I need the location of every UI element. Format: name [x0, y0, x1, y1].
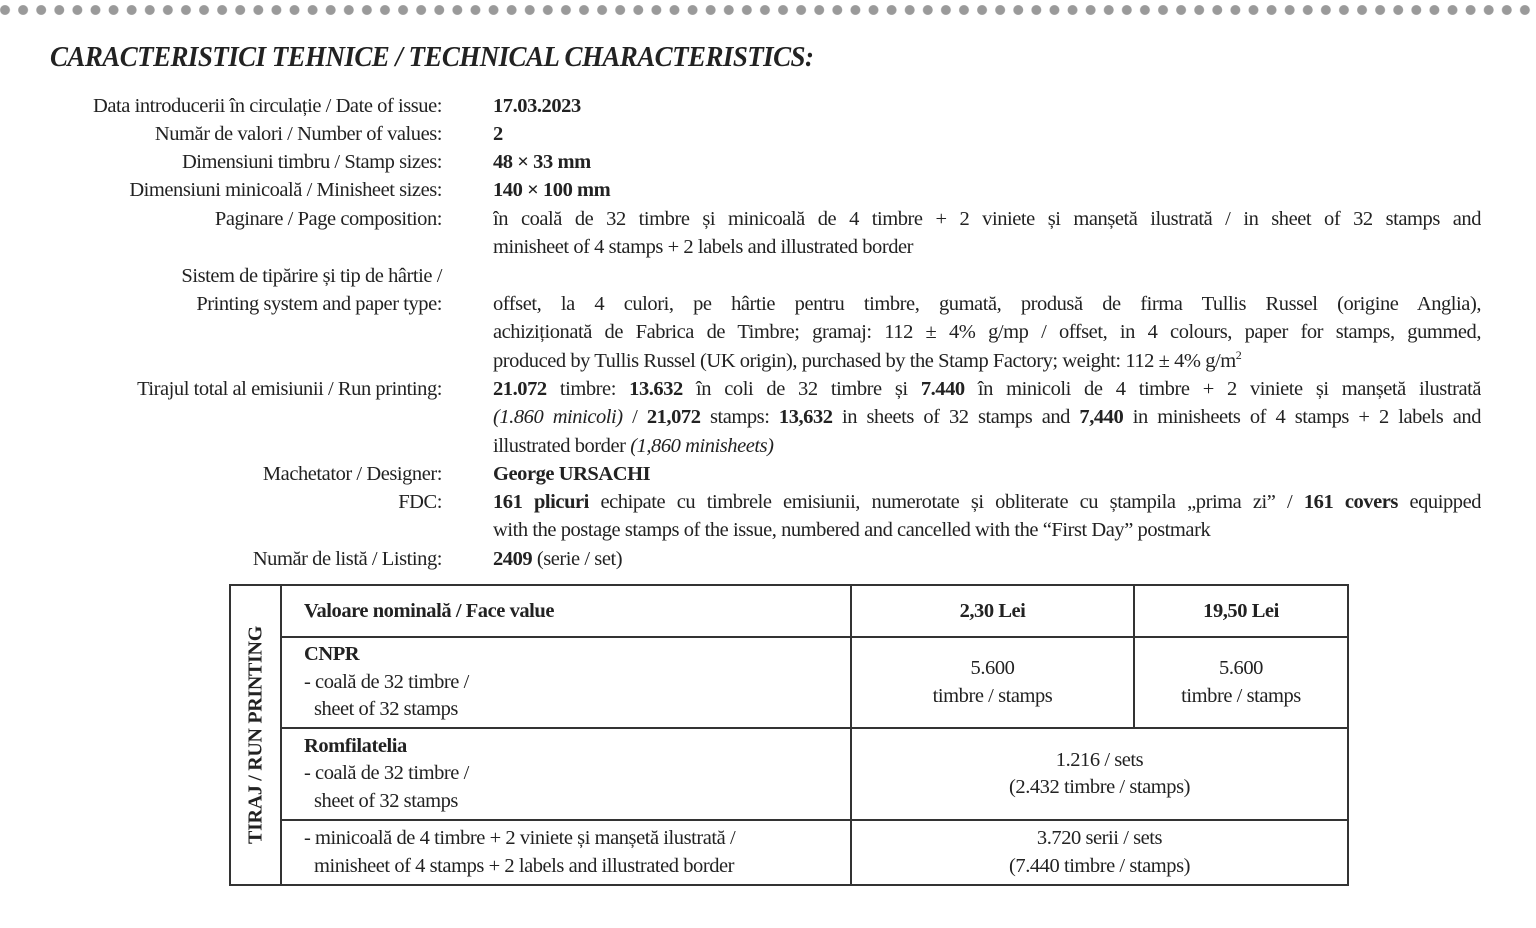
date-of-issue-value: 17.03.2023: [493, 95, 581, 117]
spec-label: Număr de valori / Number of values:: [154, 123, 442, 145]
fdc-count-en: 161 covers: [1303, 491, 1398, 513]
listing-number: 2409: [493, 548, 533, 570]
spec-value: [493, 488, 1481, 545]
value-line: achiziționată de Fabrica de Timbre; gramaj: 112 ± 4% g/mp / offset, in 4 colours, paper for stamps, gummed,: [493, 321, 1481, 344]
minisheet-count: (1.860 minicoli): [493, 406, 623, 429]
value-line: [493, 375, 1481, 403]
count-value: 5.600: [970, 657, 1015, 679]
desc-line: sheet of 32 stamps: [314, 789, 458, 812]
spec-value: [493, 375, 1481, 460]
spec-label: Tirajul total al emisiunii / Run printing:: [137, 378, 442, 400]
label-line: Sistem de tipărire și tip de hârtie /: [181, 265, 442, 287]
label-line: Printing system and paper type:: [196, 293, 442, 316]
header-value-2: 19,50 Lei: [1134, 585, 1348, 637]
count-value: 5.600: [1219, 657, 1263, 679]
merged-count-cell: [851, 820, 1348, 885]
count-unit: timbre / stamps: [932, 684, 1053, 707]
header-face-value: Valoare nominală / Face value: [281, 585, 851, 637]
side-label-cell: [230, 585, 281, 885]
minisheet-sizes-value: 140 × 100 mm: [493, 179, 611, 201]
sheet-stamps-en: 13,632: [778, 406, 833, 429]
dotted-rule-decoration: [0, 3, 1536, 17]
count-unit: (2.432 timbre / stamps): [1009, 776, 1190, 798]
desc-line: - minicoală de 4 timbre + 2 viniete și manșetă ilustrată /: [304, 827, 736, 849]
count-value: 1.216 / sets: [1055, 748, 1144, 771]
spec-value: [493, 545, 1481, 573]
spec-label: Dimensiuni timbru / Stamp sizes:: [181, 151, 442, 173]
text: în coli de 32 timbre și: [682, 378, 921, 400]
org-name: Romfilatelia: [304, 734, 407, 757]
text: stamps:: [700, 406, 779, 429]
spec-value: [493, 148, 1481, 176]
value-text: produced by Tullis Russel (UK origin), purchased by the Stamp Factory; weight: 112 ± 4% g/m: [493, 349, 1236, 372]
text: în minicoli de 4 timbre + 2 viniete și manșetă ilustrată: [964, 378, 1481, 400]
value-line: [493, 403, 1481, 431]
spec-label: Data introducerii în circulație / Date of issue:: [93, 95, 442, 117]
spec-value: [493, 460, 1481, 488]
text: in sheets of 32 stamps and: [832, 406, 1080, 429]
fdc-count-ro: 161 plicuri: [493, 491, 589, 513]
spec-label: Machetator / Designer:: [262, 463, 442, 485]
spec-label: Dimensiuni minicoală / Minisheet sizes:: [129, 179, 442, 201]
row-description: [281, 820, 851, 885]
side-label: TIRAJ / RUN PRINTING: [244, 626, 266, 844]
spec-value: [493, 120, 1481, 148]
total-stamps: 21.072: [493, 378, 547, 400]
table-row: [230, 820, 1348, 885]
count-unit: timbre / stamps: [1181, 684, 1301, 707]
row-description: [281, 728, 851, 820]
org-name: CNPR: [304, 643, 360, 666]
text: equipped: [1397, 491, 1481, 513]
number-of-values-value: 2: [493, 123, 503, 145]
stamp-sizes-value: 48 × 33 mm: [493, 151, 591, 173]
designer-name: George URSACHI: [493, 463, 651, 485]
page-title: CARACTERISTICI TEHNICE / TECHNICAL CHARACTERISTICS:: [50, 41, 814, 73]
value-line: [493, 347, 1481, 375]
spec-label: FDC:: [398, 491, 442, 513]
text: echipate cu timbrele emisiunii, numerotate și obliterate cu ștampila „prima zi” /: [588, 491, 1304, 513]
count-cell: [851, 637, 1134, 728]
minisheet-stamps-en: 7,440: [1079, 406, 1124, 429]
spec-label: Paginare / Page composition:: [214, 208, 442, 230]
text: illustrated border: [493, 434, 631, 457]
minisheet-stamps: 7.440: [920, 378, 965, 400]
row-description: [281, 637, 851, 728]
count-value: 3.720 serii / sets: [1036, 827, 1163, 849]
value-line: [493, 488, 1481, 516]
spec-label: [181, 262, 442, 319]
count-unit: (7.440 timbre / stamps): [1009, 854, 1190, 877]
spec-label: Număr de listă / Listing:: [252, 548, 442, 570]
value-line: with the postage stamps of the issue, numbered and cancelled with the “First Day” postmark: [493, 519, 1211, 542]
spec-value: [493, 290, 1481, 375]
value-line: minisheet of 4 stamps + 2 labels and illustrated border: [493, 236, 914, 259]
total-stamps-en: 21,072: [646, 406, 701, 429]
superscript: 2: [1235, 347, 1242, 362]
text: in minisheets of 4 stamps + 2 labels and: [1123, 406, 1481, 429]
sheet-stamps: 13.632: [629, 378, 683, 400]
spec-value: [493, 176, 1481, 204]
desc-line: sheet of 32 stamps: [314, 698, 458, 721]
text: /: [622, 406, 647, 429]
merged-count-cell: [851, 728, 1348, 820]
count-cell: [1134, 637, 1348, 728]
value-line: în coală de 32 timbre și minicoală de 4 timbre + 2 viniete și manșetă ilustrată / in sheet of 32 stamps and: [493, 208, 1481, 230]
run-printing-table: [229, 584, 1349, 886]
table-header-row: [230, 585, 1348, 637]
value-line: offset, la 4 culori, pe hârtie pentru timbre, gumată, produsă de firma Tullis Russel (origine Anglia),: [493, 293, 1481, 315]
spec-value: [493, 92, 1481, 120]
listing-suffix: (serie / set): [532, 548, 623, 570]
table-row: [230, 637, 1348, 728]
text: timbre:: [546, 378, 630, 400]
desc-line: - coală de 32 timbre /: [304, 670, 469, 693]
desc-line: minisheet of 4 stamps + 2 labels and illustrated border: [314, 854, 735, 877]
header-value-1: 2,30 Lei: [851, 585, 1134, 637]
minisheet-count-en: (1,860 minisheets): [630, 434, 774, 457]
table-row: [230, 728, 1348, 820]
desc-line: - coală de 32 timbre /: [304, 762, 469, 785]
spec-value: [493, 205, 1481, 262]
value-line: [493, 432, 1481, 460]
